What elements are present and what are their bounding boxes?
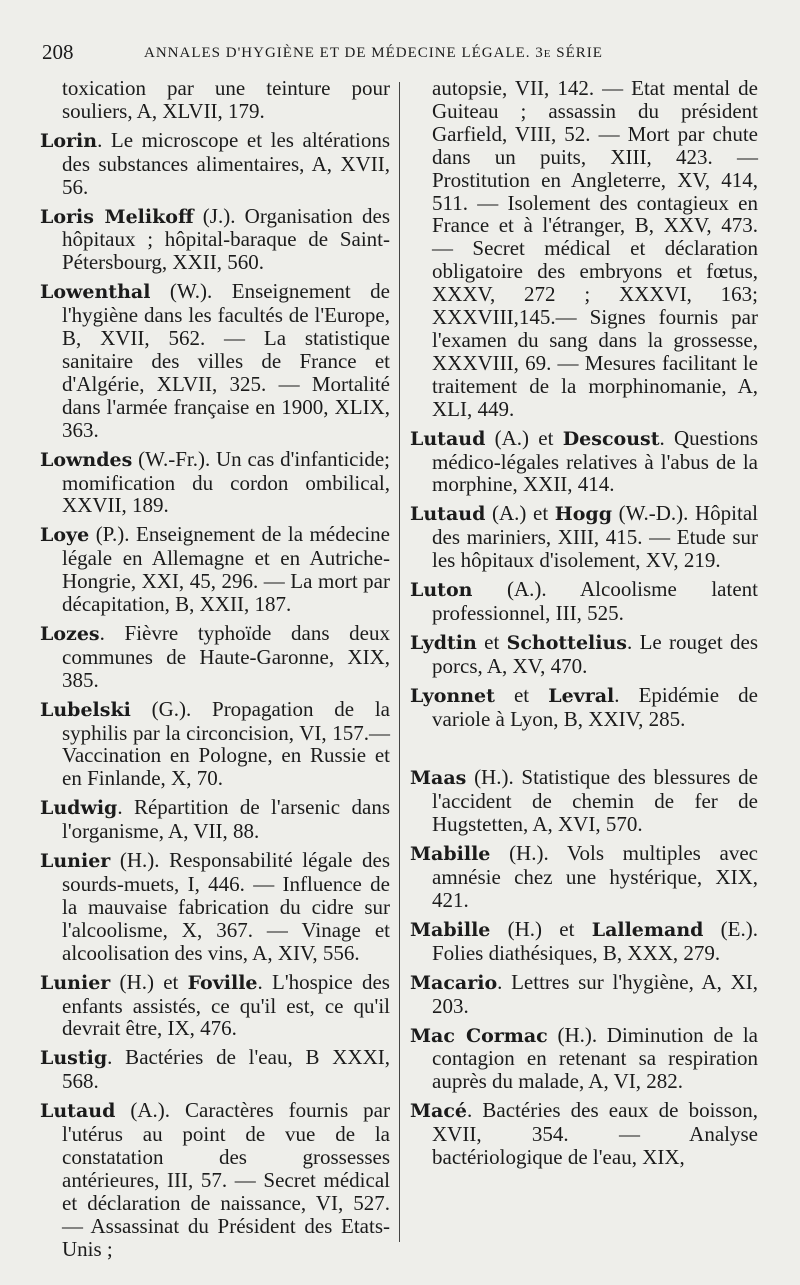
index-entry bbox=[410, 918, 758, 965]
entry-text: (H.). Statistique des blessures de l'accident de chemin de fer de Hugstetten, A, XVI, 570. bbox=[432, 765, 758, 837]
index-entry bbox=[410, 684, 758, 731]
author-name: Lozes bbox=[40, 622, 100, 645]
index-entry bbox=[40, 622, 390, 692]
author-name: Loye bbox=[40, 524, 90, 547]
entry-text: . Lettres sur l'hygiène, A, XI, 203. bbox=[432, 969, 758, 1018]
index-entry bbox=[410, 502, 758, 572]
author-name: Mabille bbox=[410, 918, 491, 941]
author-name: Lowndes bbox=[40, 448, 133, 471]
author-name: Lutaud bbox=[40, 1100, 116, 1123]
author-name: Maas bbox=[410, 767, 467, 790]
entry-text: (A.). Alcoolisme latent professionnel, III, 525. bbox=[432, 577, 758, 625]
entry-text: (H.). Responsabilité légale des sourds-muets, I, 446. — Influence de la mauvaise fabrication du cidre sur l'alcoolisme, X, 367. — Vinage et alcoolisation des vins, A, XIV, 556. bbox=[62, 848, 390, 965]
entry-text: (W.-D.). Hôpital des mariniers, XIII, 415. — Etude sur les hôpitaux d'isolement, XV, 219. bbox=[432, 501, 758, 573]
index-entry bbox=[40, 448, 390, 518]
author-name: Mabille bbox=[410, 843, 491, 866]
entry-text: . Fièvre typhoïde dans deux communes de Haute-Garonne, XIX, 385. bbox=[62, 620, 390, 692]
entry-text: . Répartition de l'arsenic dans l'organisme, A, VII, 88. bbox=[62, 795, 390, 844]
index-entry bbox=[410, 631, 758, 678]
entry-text: et bbox=[476, 629, 507, 654]
index-entry bbox=[40, 1099, 390, 1260]
author-name: Lorin bbox=[40, 129, 98, 152]
entry-text: (A.). Caractères fournis par l'utérus au point de vue de la constatation des grossesses antérieures, III, 57. — Secret médical et déclaration de naissance, VI, 527. — Assassinat du Président des Etats-Unis ; bbox=[62, 1098, 390, 1261]
author-name: Lowenthal bbox=[40, 281, 151, 304]
entry-text: et bbox=[494, 682, 549, 707]
index-entry bbox=[40, 129, 390, 199]
coauthor-name: Foville bbox=[187, 971, 258, 994]
author-name: Lydtin bbox=[410, 631, 477, 654]
author-name: Macario bbox=[410, 971, 498, 994]
index-entry bbox=[40, 971, 390, 1041]
author-name: Lunier bbox=[40, 971, 111, 994]
index-entry bbox=[40, 523, 390, 616]
coauthor-name: Lallemand bbox=[591, 918, 704, 941]
entry-text: (P.). Enseignement de la médecine légale en Allemagne et en Autriche-Hongrie, XXI, 45, 296. — La mort par décapitation, B, XXII, 187. bbox=[62, 522, 390, 617]
entry-text: (H.). Diminution de la contagion en retenant sa respiration auprès du malade, A, VI, 282. bbox=[432, 1022, 758, 1094]
author-name: Macé bbox=[410, 1100, 467, 1123]
author-name: Luton bbox=[410, 579, 473, 602]
author-name: Mac Cormac bbox=[410, 1024, 548, 1047]
right-column bbox=[410, 77, 758, 1175]
page-number: 208 bbox=[42, 40, 74, 64]
entry-text: (A.) et bbox=[485, 425, 563, 450]
index-entry bbox=[410, 766, 758, 836]
index-entry bbox=[40, 698, 390, 791]
entry-text: . L'hospice des enfants assistés, ce qu'il est, ce qu'il devrait être, IX, 476. bbox=[62, 969, 390, 1041]
author-name: Lutaud bbox=[410, 503, 486, 526]
index-entry bbox=[40, 849, 390, 965]
entry-text: . Bactéries de l'eau, B XXXI, 568. bbox=[62, 1045, 390, 1094]
entry-text: . Le microscope et les altérations des substances alimentaires, A, XVII, 56. bbox=[62, 127, 390, 199]
coauthor-name: Schottelius bbox=[506, 631, 627, 654]
entry-text: . Epidémie de variole à Lyon, B, XXIV, 285. bbox=[432, 682, 758, 731]
index-entry bbox=[40, 1046, 390, 1093]
index-entry bbox=[40, 280, 390, 441]
entry-text: (H.) et bbox=[110, 969, 188, 994]
index-entry bbox=[40, 77, 390, 123]
index-entry bbox=[410, 427, 758, 497]
entry-text: (W.-Fr.). Un cas d'infanticide; momification du cordon ombilical, XXVII, 189. bbox=[62, 446, 390, 518]
index-entry bbox=[410, 1099, 758, 1169]
entry-text: (J.). Organisation des hôpitaux ; hôpital-baraque de Saint-Pétersbourg, XXII, 560. bbox=[62, 203, 390, 275]
author-name: Lyonnet bbox=[410, 684, 495, 707]
coauthor-name: Levral bbox=[548, 684, 615, 707]
entry-text: (H.). Vols multiples avec amnésie chez une hystérique, XIX, 421. bbox=[432, 841, 758, 912]
author-name: Loris Melikoff bbox=[40, 205, 194, 228]
index-entry bbox=[40, 796, 390, 843]
index-entry bbox=[410, 842, 758, 912]
entry-text: . Questions médico-légales relatives à l'abus de la morphine, XXII, 414. bbox=[432, 425, 759, 497]
author-name: Lustig bbox=[40, 1047, 108, 1070]
coauthor-name: Descoust bbox=[562, 427, 660, 450]
entry-text: (E.). Folies diathésiques, B, XXX, 279. bbox=[432, 916, 758, 965]
author-name: Lubelski bbox=[40, 698, 131, 721]
index-entry bbox=[40, 205, 390, 275]
left-column bbox=[40, 77, 390, 1267]
entry-text: toxication par une teinture pour souliers, A, XLVII, 179. bbox=[62, 76, 390, 123]
column-divider bbox=[399, 82, 400, 1242]
entry-text: . Le rouget des porcs, A, XV, 470. bbox=[432, 629, 758, 678]
entry-text: (G.). Propagation de la syphilis par la circoncision, VI, 157.— Vaccination en Pologne, en Russie et en Finlande, X, 70. bbox=[62, 696, 390, 791]
running-title: ANNALES D'HYGIÈNE ET DE MÉDECINE LÉGALE. 3e SÉRIE bbox=[144, 45, 603, 61]
author-name: Ludwig bbox=[40, 797, 118, 820]
index-entry bbox=[410, 971, 758, 1018]
index-entry bbox=[410, 1024, 758, 1094]
page-header bbox=[42, 40, 782, 70]
coauthor-name: Hogg bbox=[554, 503, 612, 526]
entry-text: (W.). Enseignement de l'hygiène dans les facultés de l'Europe, B, XVII, 562. — La statistique sanitaire des villes de France et d'Algérie, XLVII, 325. — Mortalité dans l'armée française en 1900, XLIX, 363. bbox=[62, 279, 390, 442]
section-gap bbox=[410, 736, 758, 766]
index-entry bbox=[410, 578, 758, 625]
entry-text: (A.) et bbox=[485, 501, 555, 526]
author-name: Lutaud bbox=[410, 427, 486, 450]
entry-text: . Bactéries des eaux de boisson, XVII, 354. — Analyse bactériologique de l'eau, XIX, bbox=[432, 1098, 758, 1170]
index-entry bbox=[410, 77, 758, 421]
entry-text: (H.) et bbox=[490, 916, 592, 941]
entry-text: autopsie, VII, 142. — Etat mental de Guiteau ; assassin du président Garfield, VIII, 52. — Mort par chute dans un puits, XIII, 423. — Prostitution en Angleterre, XV, 414, 511. — Isolement des contagieux en France et à l'étranger, B, XXV, 473. — Secret médical et déclaration obligatoire des embryons et fœtus, XXXV, 272 ; XXXVI, 163; XXXVIII,145.— Signes fournis par l'examen du sang dans la grossesse, XXXVIII, 69. — Mesures facilitant le traitement de la morphinomanie, A, XLI, 449. bbox=[432, 76, 758, 421]
author-name: Lunier bbox=[40, 850, 111, 873]
